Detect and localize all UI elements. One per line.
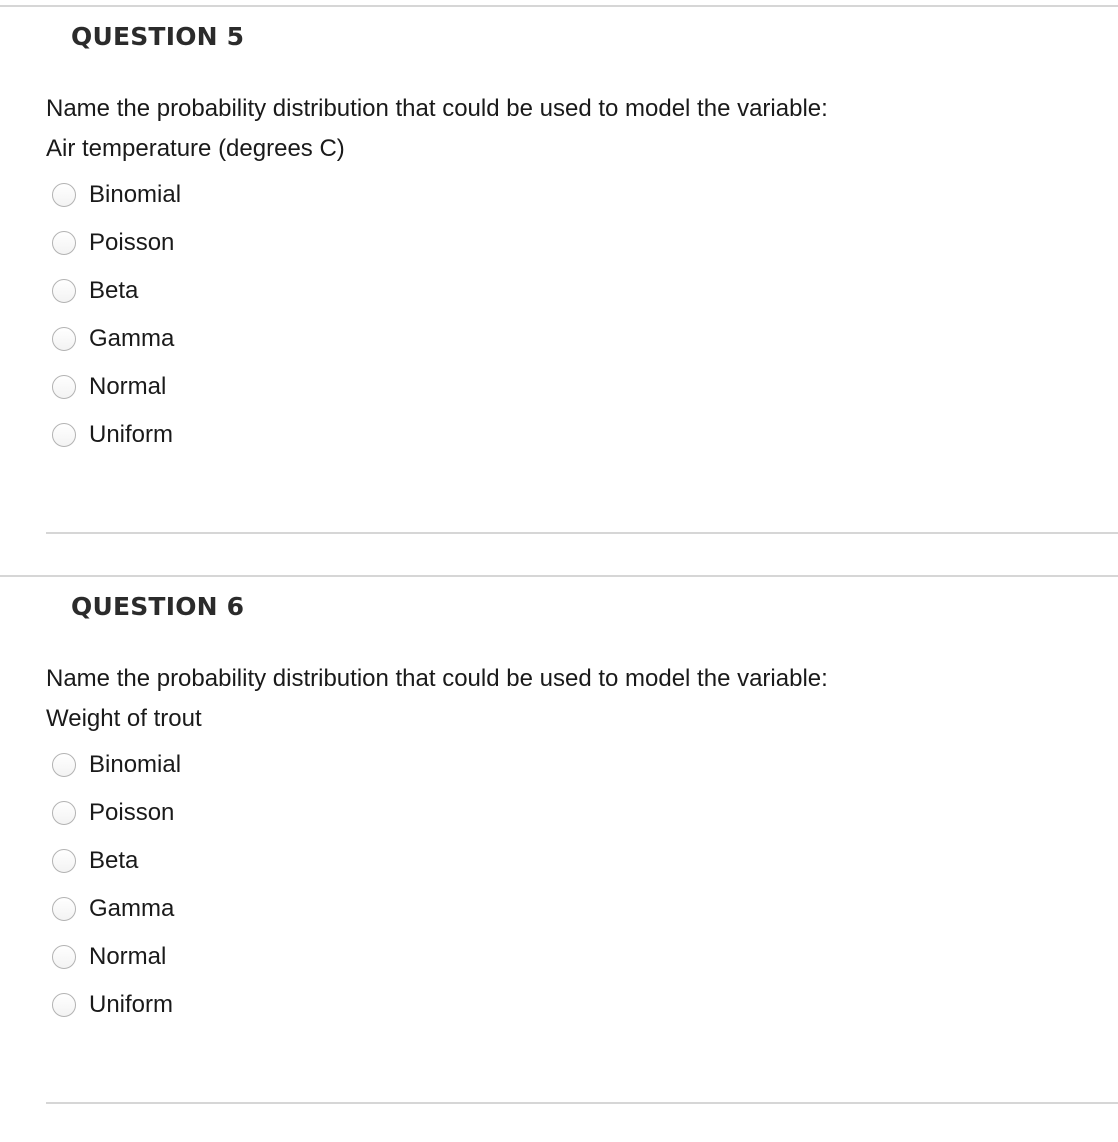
radio-button[interactable] [52, 231, 76, 255]
radio-button[interactable] [52, 849, 76, 873]
radio-button[interactable] [52, 423, 76, 447]
radio-button[interactable] [52, 945, 76, 969]
option-label[interactable]: Poisson [89, 229, 175, 256]
option-label[interactable]: Normal [89, 373, 167, 400]
option-label[interactable]: Uniform [89, 421, 174, 448]
option-label[interactable]: Binomial [89, 751, 182, 778]
question-variable: Air temperature (degrees C) [46, 135, 345, 162]
question-prompt: Name the probability distribution that could be used to model the variable: [46, 665, 828, 692]
option-label[interactable]: Gamma [89, 895, 175, 922]
question-variable: Weight of trout [46, 705, 202, 732]
question-heading: QUESTION 5 [71, 22, 245, 51]
question-bottom-divider [46, 1102, 1118, 1104]
question-heading: QUESTION 6 [71, 592, 245, 621]
radio-button[interactable] [52, 801, 76, 825]
option-label[interactable]: Binomial [89, 181, 182, 208]
option-label[interactable]: Uniform [89, 991, 174, 1018]
option-label[interactable]: Beta [89, 847, 139, 874]
option-label[interactable]: Poisson [89, 799, 175, 826]
question-bottom-divider [46, 532, 1118, 534]
option-label[interactable]: Gamma [89, 325, 175, 352]
radio-button[interactable] [52, 183, 76, 207]
radio-button[interactable] [52, 279, 76, 303]
radio-button[interactable] [52, 753, 76, 777]
question-5 [0, 5, 1118, 575]
question-top-divider [0, 5, 1118, 7]
radio-button[interactable] [52, 375, 76, 399]
option-label[interactable]: Normal [89, 943, 167, 970]
option-label[interactable]: Beta [89, 277, 139, 304]
question-top-divider [0, 575, 1118, 577]
radio-button[interactable] [52, 897, 76, 921]
question-prompt: Name the probability distribution that could be used to model the variable: [46, 95, 828, 122]
question-6 [0, 575, 1118, 1142]
radio-button[interactable] [52, 327, 76, 351]
radio-button[interactable] [52, 993, 76, 1017]
